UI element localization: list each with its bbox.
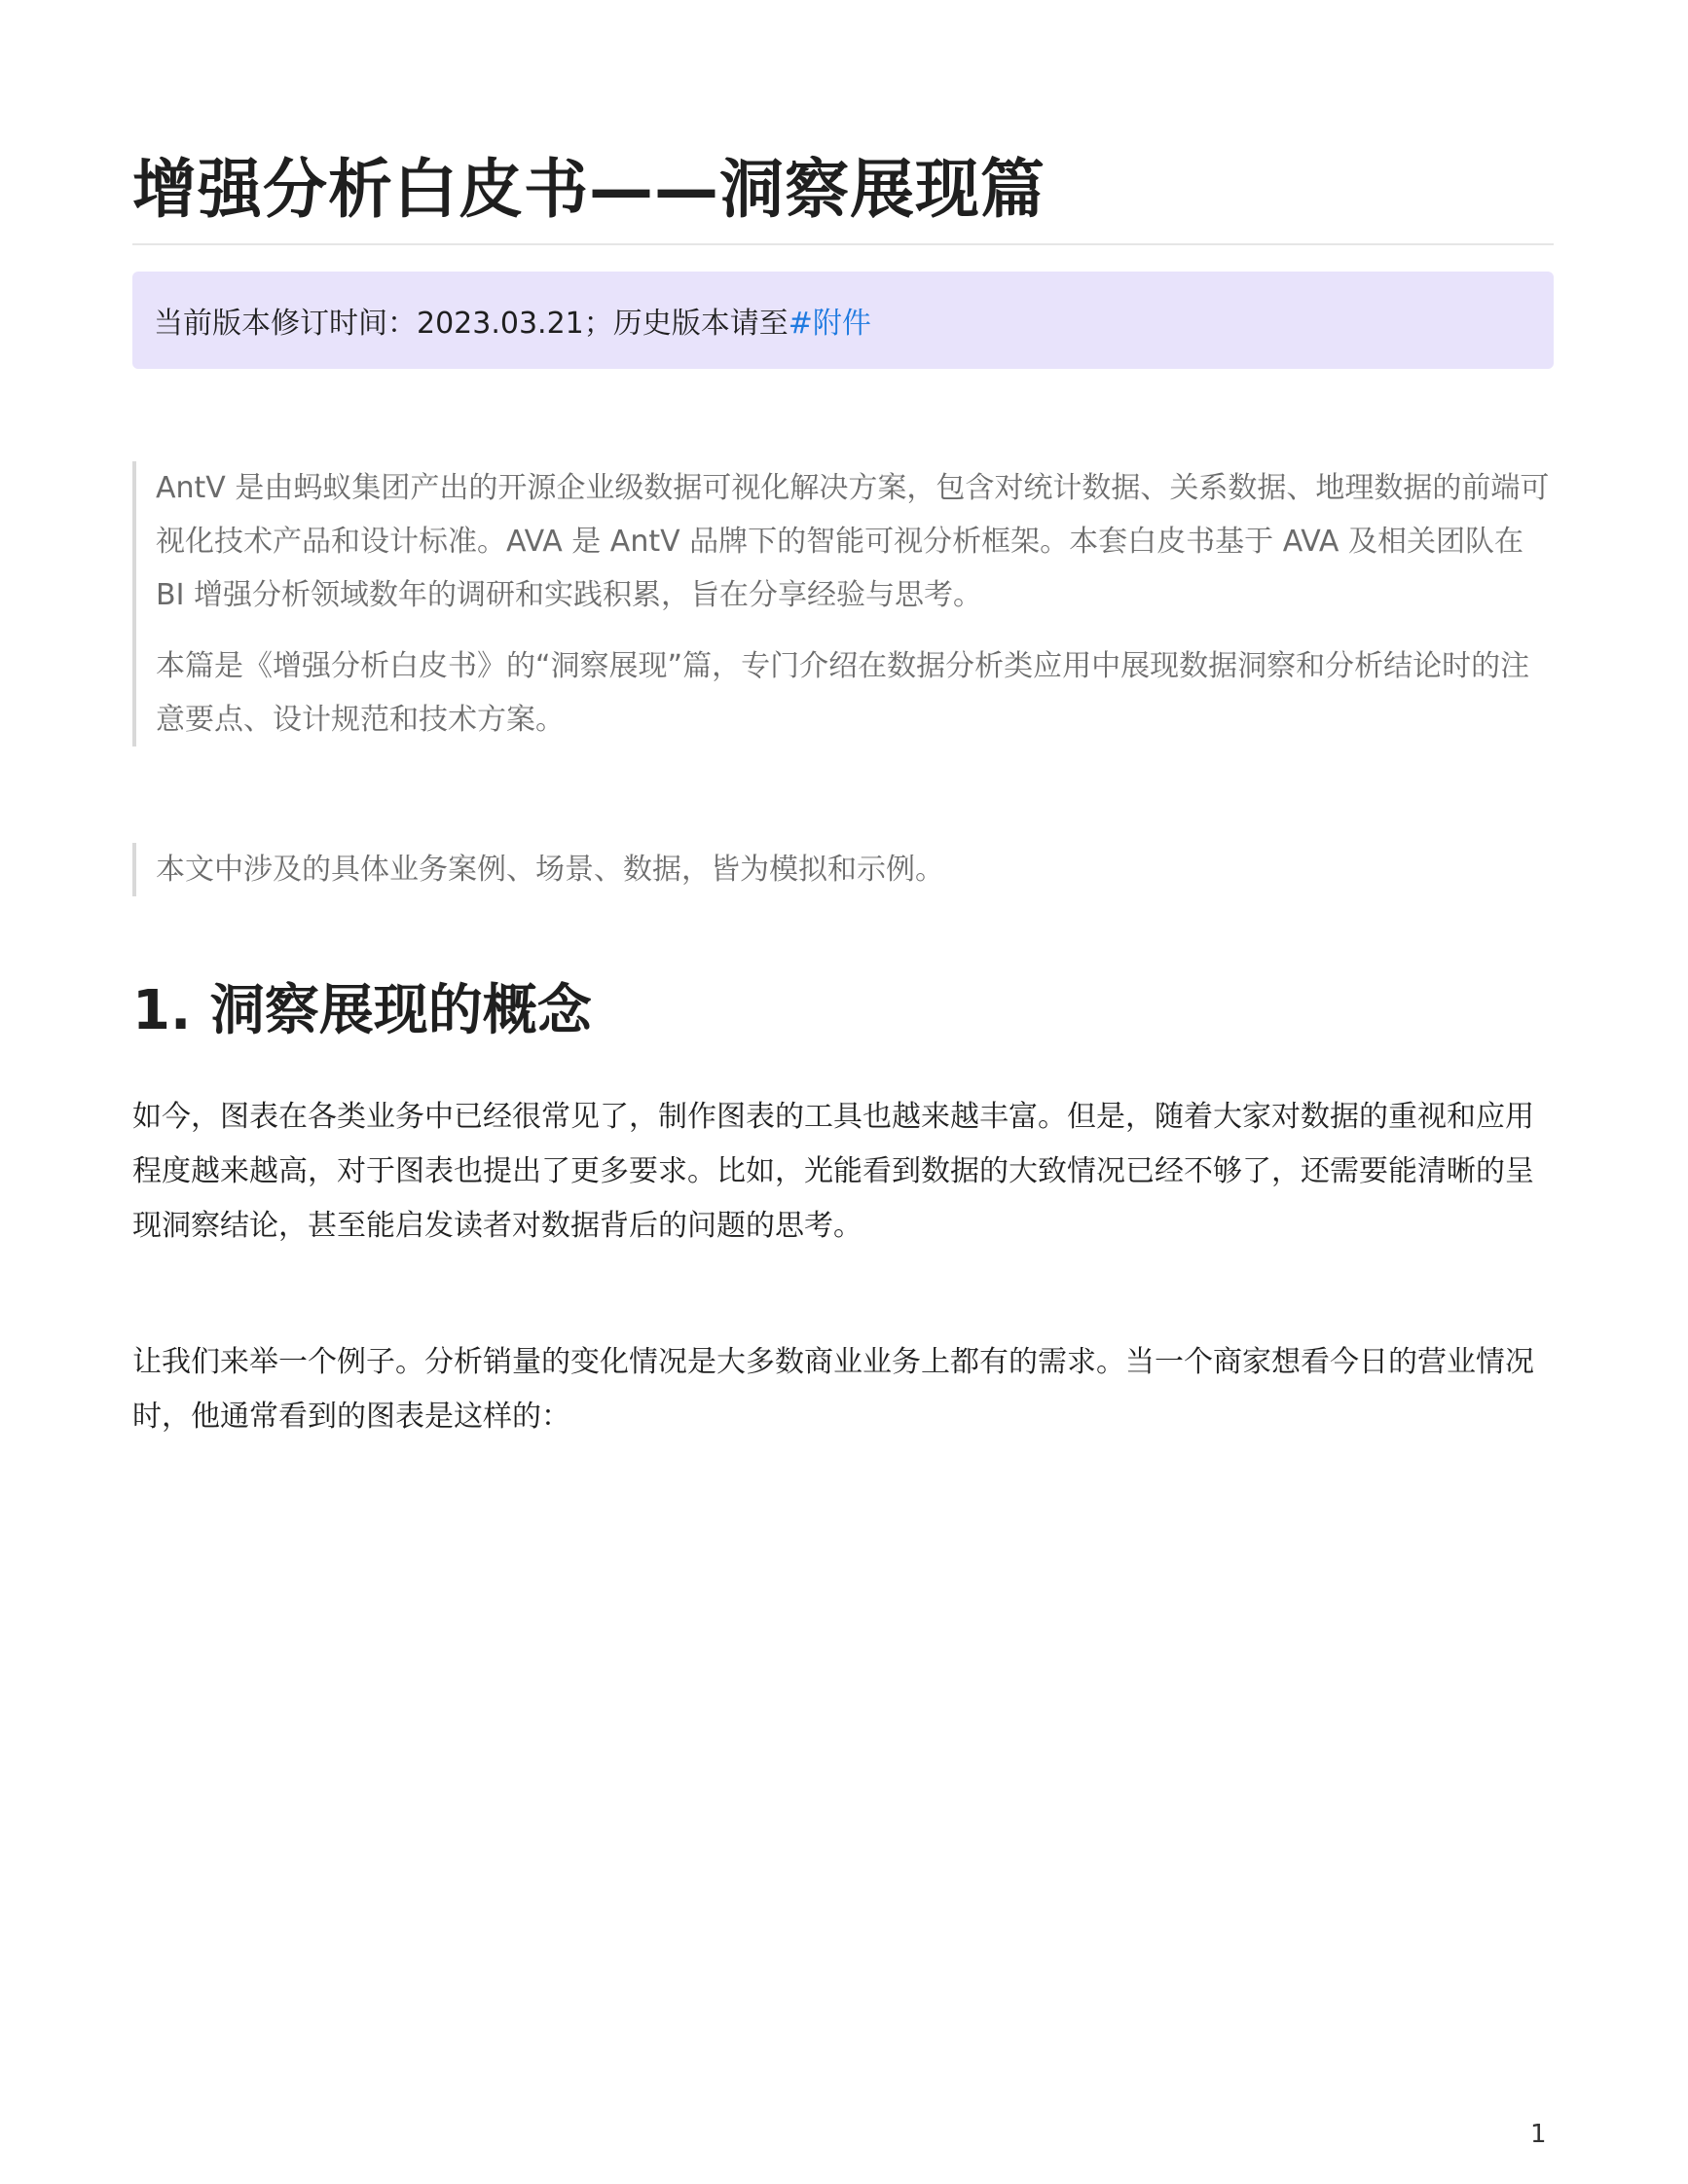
page-title: 增强分析白皮书——洞察展现篇 <box>132 152 1046 227</box>
intro-blockquote <box>132 461 1554 746</box>
intro-paragraph-antv: AntV 是由蚂蚁集团产出的开源企业级数据可视化解决方案，包含对统计数据、关系数据、地理数据的前端可视化技术产品和设计标准。AVA 是 AntV 品牌下的智能可视分析框架。本套白皮书基于 AVA 及相关团队在 BI 增强分析领域数年的调研和实践积累，旨在分享经验与思考。 <box>156 471 1550 612</box>
page-number: 1 <box>1530 2120 1547 2149</box>
revision-text: 当前版本修订时间：2023.03.21；历史版本请至 <box>154 307 789 341</box>
intro-paragraph-scope: 本篇是《增强分析白皮书》的“洞察展现”篇，专门介绍在数据分析类应用中展现数据洞察和分析结论时的注意要点、设计规范和技术方案。 <box>156 649 1530 737</box>
disclaimer-blockquote <box>132 843 1554 896</box>
title-divider <box>132 243 1554 245</box>
body-paragraph: 让我们来举一个例子。分析销量的变化情况是大多数商业业务上都有的需求。当一个商家想看今日的营业情况时，他通常看到的图表是这样的： <box>132 1345 1534 1434</box>
attachment-link[interactable]: #附件 <box>788 307 871 341</box>
body-paragraph: 如今，图表在各类业务中已经很常见了，制作图表的工具也越来越丰富。但是，随着大家对数据的重视和应用程度越来越高，对于图表也提出了更多要求。比如，光能看到数据的大致情况已经不够了，还需要能清晰的呈现洞察结论，甚至能启发读者对数据背后的问题的思考。 <box>132 1100 1534 1243</box>
revision-callout <box>132 272 1554 369</box>
disclaimer-text: 本文中涉及的具体业务案例、场景、数据，皆为模拟和示例。 <box>156 853 944 887</box>
section-heading-insight-concept: 1. 洞察展现的概念 <box>132 979 592 1042</box>
